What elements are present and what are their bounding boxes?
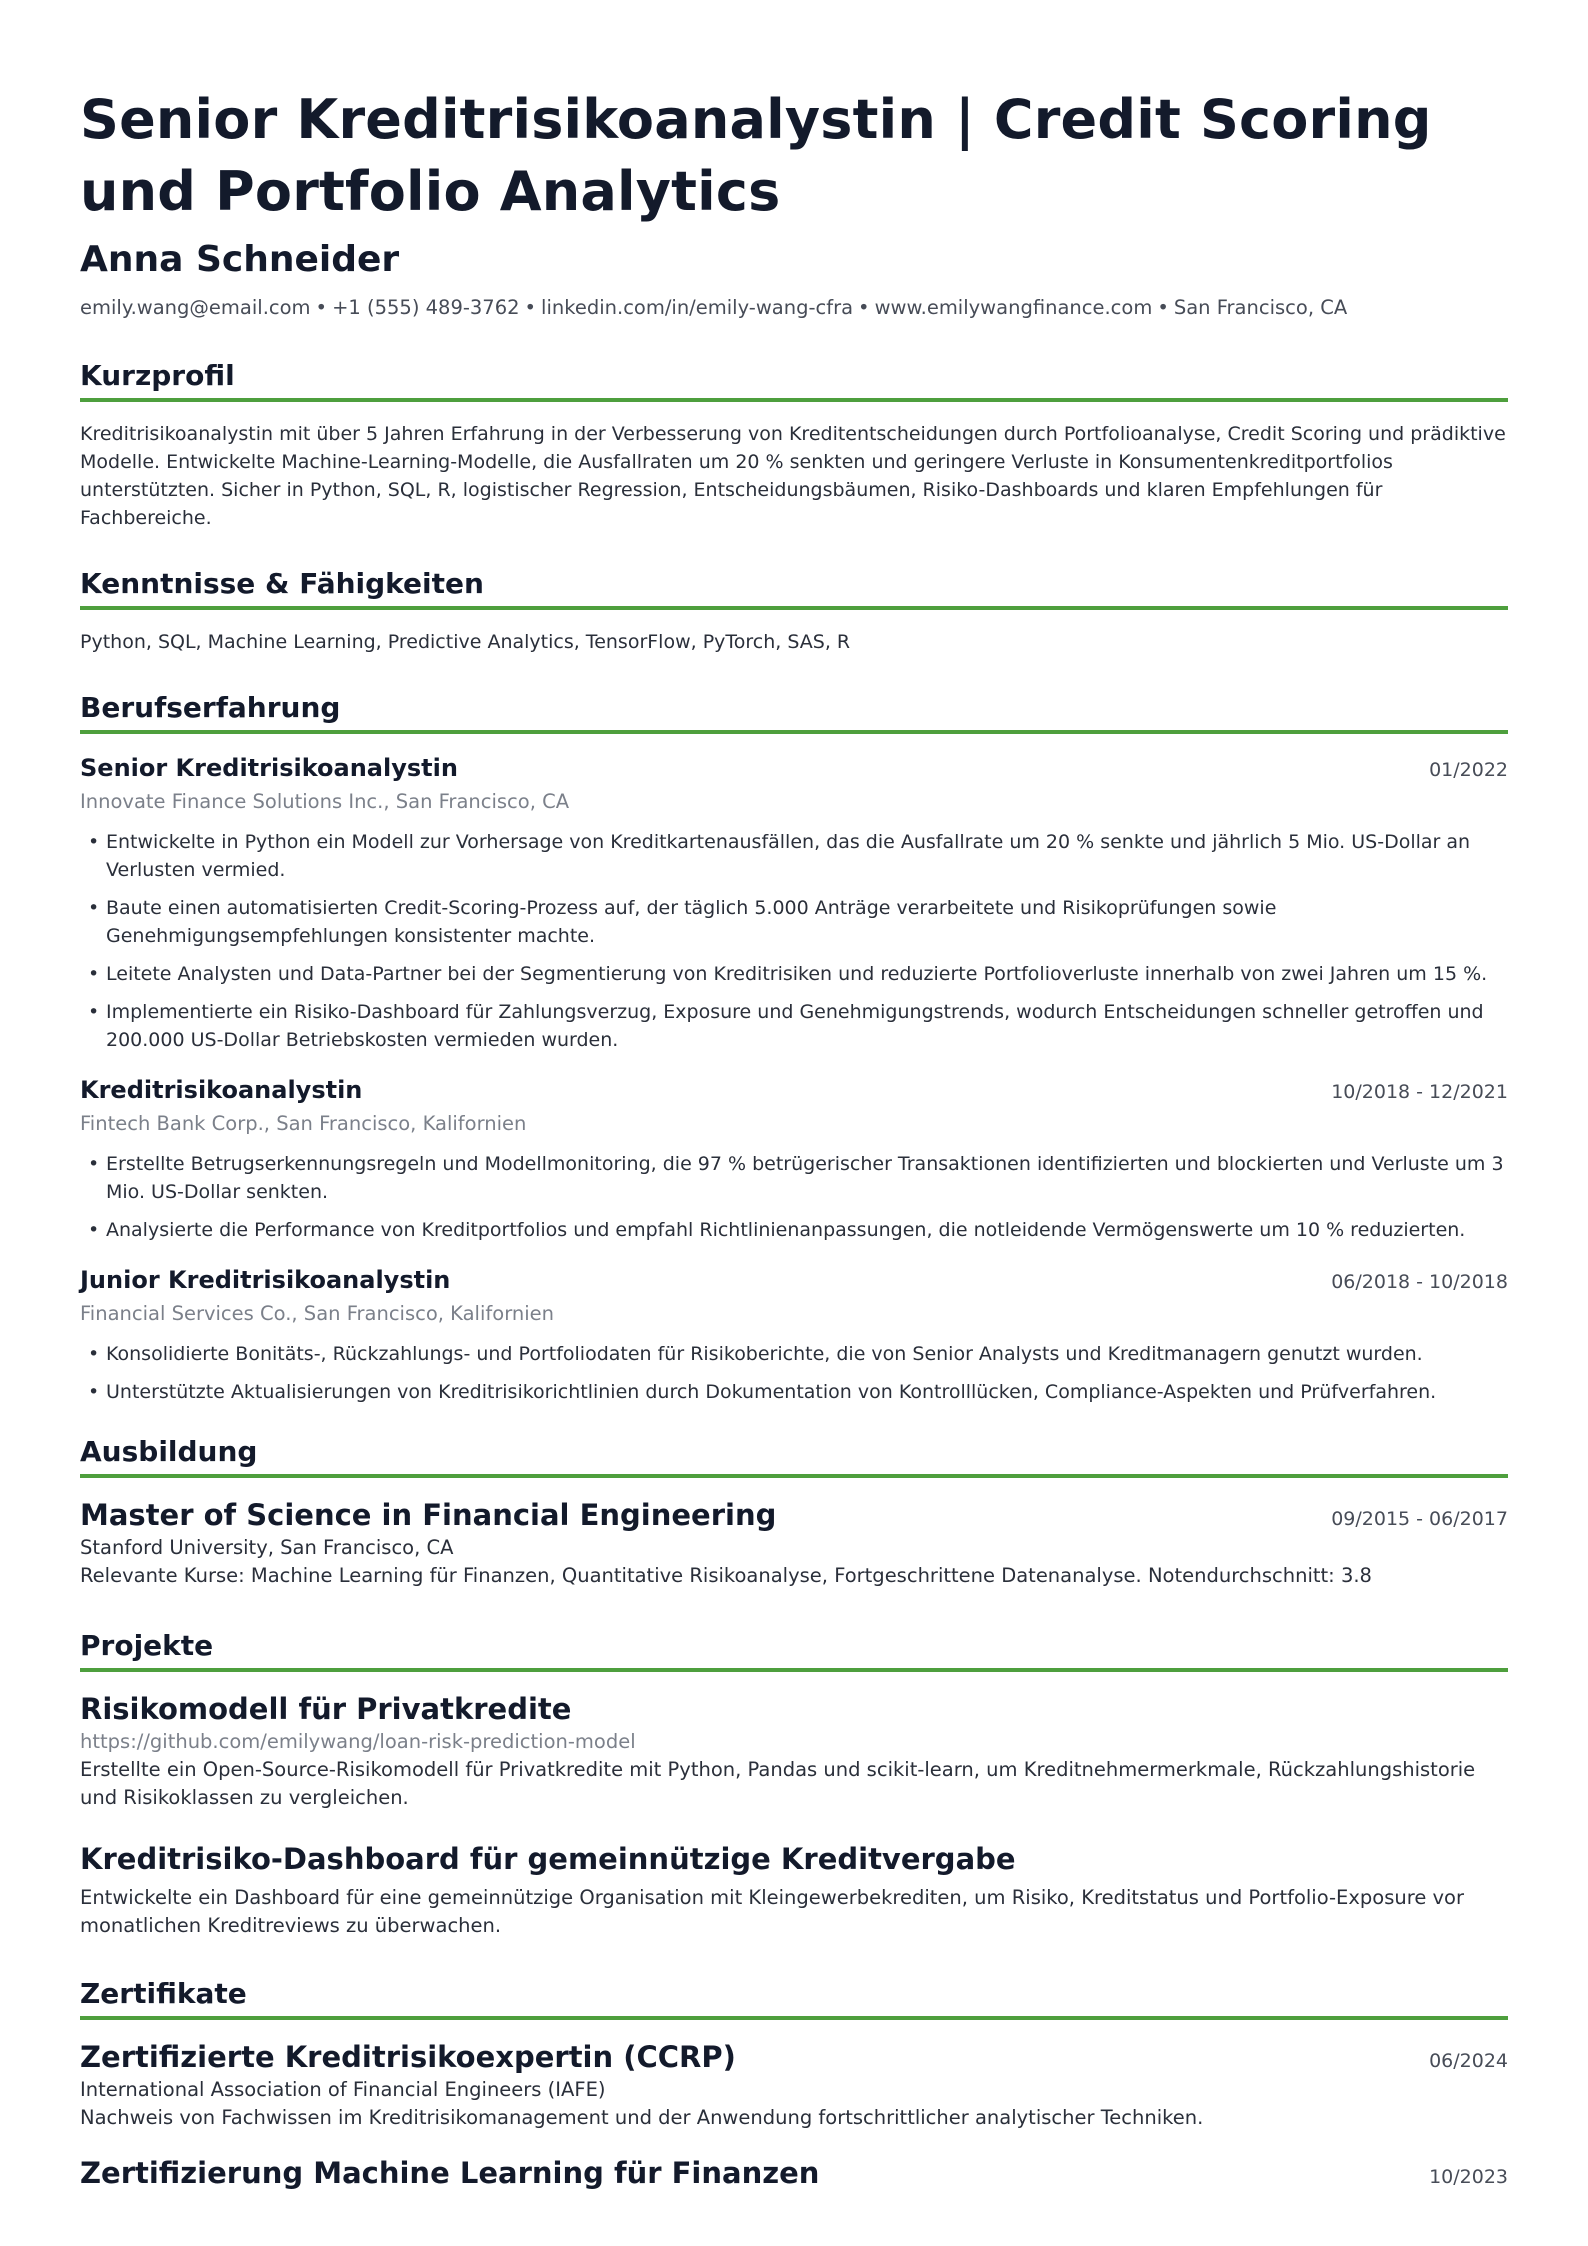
section-experience xyxy=(80,690,1508,1406)
contact-linkedin[interactable]: linkedin.com/in/emily-wang-cfra xyxy=(541,296,854,319)
section-skills xyxy=(80,566,1508,656)
certificate-date: 06/2024 xyxy=(1429,2050,1508,2072)
job-company: Innovate Finance Solutions Inc., San Francisco, CA xyxy=(80,790,570,813)
contact-phone[interactable]: +1 (555) 489-3762 xyxy=(332,296,520,319)
contact-website[interactable]: www.emilywangfinance.com xyxy=(874,296,1153,319)
job-entry xyxy=(80,752,1508,1054)
bullet-text: Analysierte die Performance von Kreditportfolios und empfahl Richtlinienanpassungen, die notleidende Vermögenswerte um 10 % reduzierten. xyxy=(106,1219,1466,1241)
job-bullets xyxy=(80,1150,1508,1244)
contact-email[interactable]: emily.wang@email.com xyxy=(80,296,311,319)
bullet-marker: • xyxy=(88,963,100,985)
profile-text: Kreditrisikoanalystin mit über 5 Jahren Erfahrung in der Verbesserung von Kreditentscheidungen durch Portfolioanalyse, Credit Scoring und prädiktive Modelle. Entwickelte Machine-Learning-Modelle, die Ausfallraten um 20 % senkten und geringere Verluste in Konsumentenkreditportfolios unterstützten. Sicher in Python, SQL, R, logistischer Regression, Entscheidungsbäumen, Risiko-Dashboards und klaren Empfehlungen für Fachbereiche. xyxy=(80,423,1506,529)
job-bullets xyxy=(80,828,1508,1054)
list-item xyxy=(80,1216,1508,1244)
job-date: 06/2018 - 10/2018 xyxy=(1331,1271,1508,1293)
bullet-text: Leitete Analysten und Data-Partner bei der Segmentierung von Kreditrisiken und reduzierte Portfolioverluste innerhalb von zwei Jahren um 15 %. xyxy=(106,963,1488,985)
list-item xyxy=(80,894,1508,950)
bullet-marker: • xyxy=(88,1343,100,1365)
education-date: 09/2015 - 06/2017 xyxy=(1331,1508,1508,1530)
section-profile xyxy=(80,358,1508,532)
school-name: Stanford University, San Francisco, CA xyxy=(80,1536,454,1559)
project-title: Kreditrisiko-Dashboard für gemeinnützige Kreditvergabe xyxy=(80,1842,1016,1876)
certificate-title: Zertifizierung Machine Learning für Finanzen xyxy=(80,2156,820,2190)
headline: Senior Kreditrisikoanalystin | Credit Scoring und Portfolio Analytics xyxy=(80,88,1432,223)
bullet-text: Implementierte ein Risiko-Dashboard für Zahlungsverzug, Exposure und Genehmigungstrends, wodurch Entscheidungen schneller getroffen und 200.000 US-Dollar Betriebskosten vermieden wurden. xyxy=(106,1001,1484,1051)
separator: • xyxy=(315,296,328,319)
section-title-projects: Projekte xyxy=(80,1628,1508,1672)
job-company: Financial Services Co., San Francisco, Kalifornien xyxy=(80,1302,554,1325)
bullet-text: Baute einen automatisierten Credit-Scoring-Prozess auf, der täglich 5.000 Anträge verarbeitete und Risikoprüfungen sowie Genehmigungsempfehlungen konsistenter machte. xyxy=(106,897,1277,947)
job-title: Junior Kreditrisikoanalystin xyxy=(80,1266,451,1294)
separator: • xyxy=(524,296,537,319)
list-item xyxy=(80,828,1508,884)
bullet-marker: • xyxy=(88,1381,100,1403)
project-entry xyxy=(80,1840,1508,1940)
project-description: Entwickelte ein Dashboard für eine gemeinnützige Organisation mit Kleingewerbekrediten, um Risiko, Kreditstatus und Portfolio-Exposure vor monatlichen Kreditreviews zu überwachen. xyxy=(80,1886,1465,1937)
bullet-marker: • xyxy=(88,897,100,919)
bullet-marker: • xyxy=(88,1153,100,1175)
certificate-description: Nachweis von Fachwissen im Kreditrisikomanagement und der Anwendung fortschrittlicher analytischer Techniken. xyxy=(80,2106,1204,2129)
section-projects xyxy=(80,1628,1508,1940)
project-title: Risikomodell für Privatkredite xyxy=(80,1692,572,1726)
bullet-text: Entwickelte in Python ein Modell zur Vorhersage von Kreditkartenausfällen, das die Ausfallrate um 20 % senkte und jährlich 5 Mio. US-Dollar an Verlusten vermied. xyxy=(106,831,1471,881)
job-title: Senior Kreditrisikoanalystin xyxy=(80,754,458,782)
certificate-issuer: International Association of Financial Engineers (IAFE) xyxy=(80,2078,606,2101)
separator: • xyxy=(1157,296,1169,319)
section-title-certificates: Zertifikate xyxy=(80,1976,1508,2020)
list-item xyxy=(80,998,1508,1054)
project-link[interactable]: https://github.com/emilywang/loan-risk-prediction-model xyxy=(80,1730,636,1753)
section-title-education: Ausbildung xyxy=(80,1434,1508,1478)
project-entry xyxy=(80,1690,1508,1812)
certificate-title: Zertifizierte Kreditrisikoexpertin (CCRP) xyxy=(80,2040,736,2074)
list-item xyxy=(80,1378,1508,1406)
job-company: Fintech Bank Corp., San Francisco, Kalifornien xyxy=(80,1112,527,1135)
bullet-text: Konsolidierte Bonitäts-, Rückzahlungs- und Portfoliodaten für Risikoberichte, die von Senior Analysts und Kreditmanagern genutzt wurden. xyxy=(106,1343,1423,1365)
project-description: Erstellte ein Open-Source-Risikomodell für Privatkredite mit Python, Pandas und scikit-learn, um Kreditnehmermerkmale, Rückzahlungshistorie und Risikoklassen zu vergleichen. xyxy=(80,1758,1476,1809)
job-date: 01/2022 xyxy=(1429,759,1508,781)
section-title-experience: Berufserfahrung xyxy=(80,690,1508,734)
section-certificates xyxy=(80,1976,1508,2192)
degree-title: Master of Science in Financial Engineering xyxy=(80,1498,777,1532)
education-details: Relevante Kurse: Machine Learning für Finanzen, Quantitative Risikoanalyse, Fortgeschrittene Datenanalyse. Notendurchschnitt: 3.8 xyxy=(80,1564,1372,1587)
bullet-marker: • xyxy=(88,831,100,853)
bullet-text: Erstellte Betrugserkennungsregeln und Modellmonitoring, die 97 % betrügerischer Transaktionen identifizierten und blockierten und Verluste um 3 Mio. US-Dollar senkten. xyxy=(106,1153,1504,1203)
certificate-date: 10/2023 xyxy=(1429,2166,1508,2188)
certificate-entry xyxy=(80,2154,1508,2192)
skills-text: Python, SQL, Machine Learning, Predictive Analytics, TensorFlow, PyTorch, SAS, R xyxy=(80,631,851,653)
candidate-name: Anna Schneider xyxy=(80,239,400,280)
job-title: Kreditrisikoanalystin xyxy=(80,1076,363,1104)
contact-line xyxy=(80,294,1508,322)
job-bullets xyxy=(80,1340,1508,1406)
list-item xyxy=(80,1340,1508,1368)
job-date: 10/2018 - 12/2021 xyxy=(1331,1081,1508,1103)
contact-location: San Francisco, CA xyxy=(1173,296,1348,319)
list-item xyxy=(80,1150,1508,1206)
job-entry xyxy=(80,1074,1508,1244)
list-item xyxy=(80,960,1508,988)
separator: • xyxy=(858,296,870,319)
section-title-skills: Kenntnisse & Fähigkeiten xyxy=(80,566,1508,610)
certificate-entry xyxy=(80,2038,1508,2132)
bullet-text: Unterstützte Aktualisierungen von Kreditrisikorichtlinien durch Dokumentation von Kontrolllücken, Compliance-Aspekten und Prüfverfahren. xyxy=(106,1381,1437,1403)
section-title-profile: Kurzprofil xyxy=(80,358,1508,402)
section-education xyxy=(80,1434,1508,1590)
resume-header xyxy=(80,84,1508,322)
bullet-marker: • xyxy=(88,1001,100,1023)
job-entry xyxy=(80,1264,1508,1406)
bullet-marker: • xyxy=(88,1219,100,1241)
